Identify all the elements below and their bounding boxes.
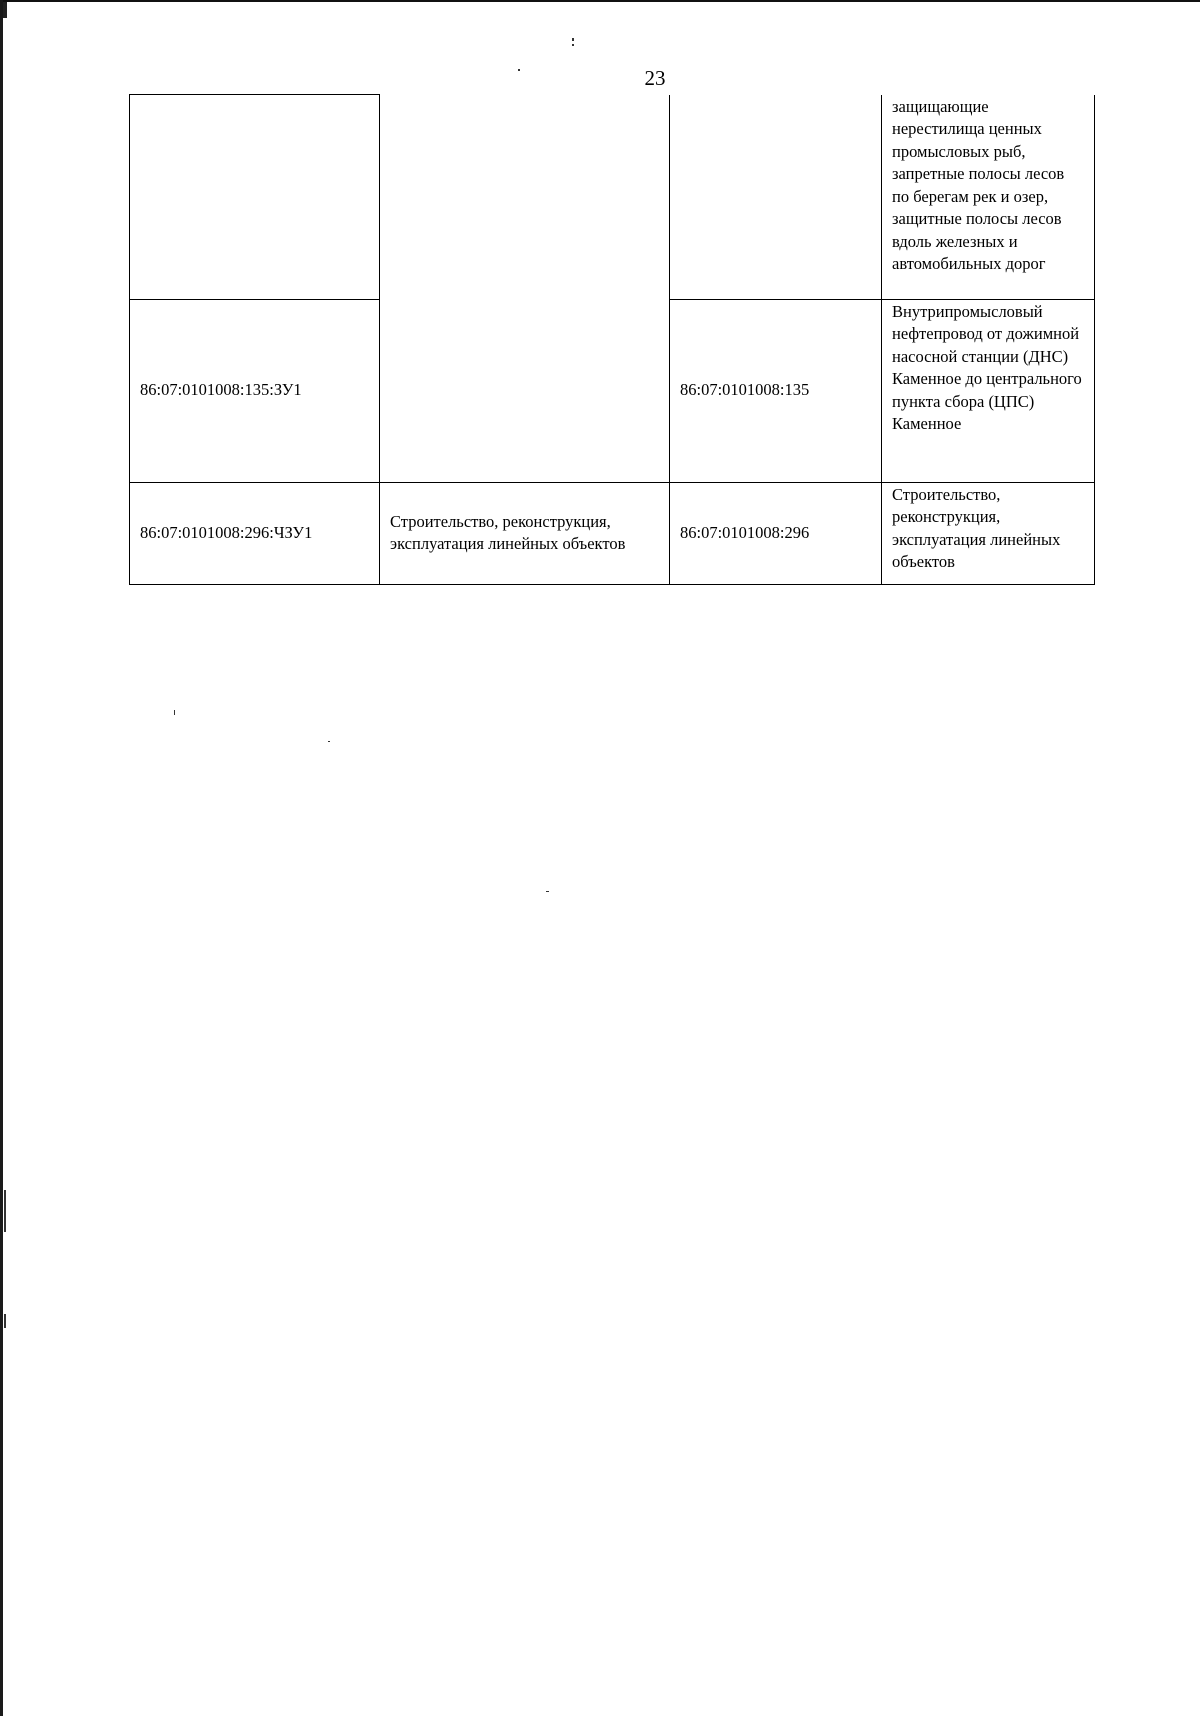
table-row (130, 95, 1095, 300)
cell-plot-id: 86:07:0101008:296:ЧЗУ1 (130, 482, 380, 584)
cell-plot-id: 86:07:0101008:135:ЗУ1 (130, 299, 380, 482)
scan-top-edge (0, 0, 1200, 2)
cell-restriction: защищающие нерестилища ценных промысловых рыб, запретные полосы лесов по берегам рек и озер, защитные полосы лесов вдоль железных и автомобильных дорог (882, 95, 1095, 300)
scan-speck (572, 44, 574, 46)
cell-purpose: Строительство, реконструкция, эксплуатация линейных объектов (380, 482, 670, 584)
table-row (130, 482, 1095, 584)
scan-speck (4, 1314, 6, 1328)
cell-cadastral-number: 86:07:0101008:135 (670, 299, 882, 482)
scan-speck (518, 69, 520, 71)
page-number: 23 (644, 66, 666, 90)
cell-purpose (380, 95, 670, 483)
cell-cadastral-number (670, 95, 882, 300)
cell-plot-id (130, 95, 380, 300)
cell-restriction: Внутрипромысловый нефтепровод от дожимной насосной станции (ДНС) Каменное до центрального пункта сбора (ЦПС) Каменное (882, 299, 1095, 482)
scan-speck (328, 741, 330, 742)
scan-speck (4, 1190, 6, 1232)
scan-left-edge (0, 0, 3, 1716)
land-plots-table (129, 94, 1095, 585)
scan-speck (546, 891, 549, 892)
cell-cadastral-number: 86:07:0101008:296 (670, 482, 882, 584)
scan-speck (572, 38, 574, 41)
cell-restriction: Строительство, реконструкция, эксплуатация линейных объектов (882, 482, 1095, 584)
scan-speck (174, 710, 175, 715)
scan-corner-mark (3, 2, 7, 18)
